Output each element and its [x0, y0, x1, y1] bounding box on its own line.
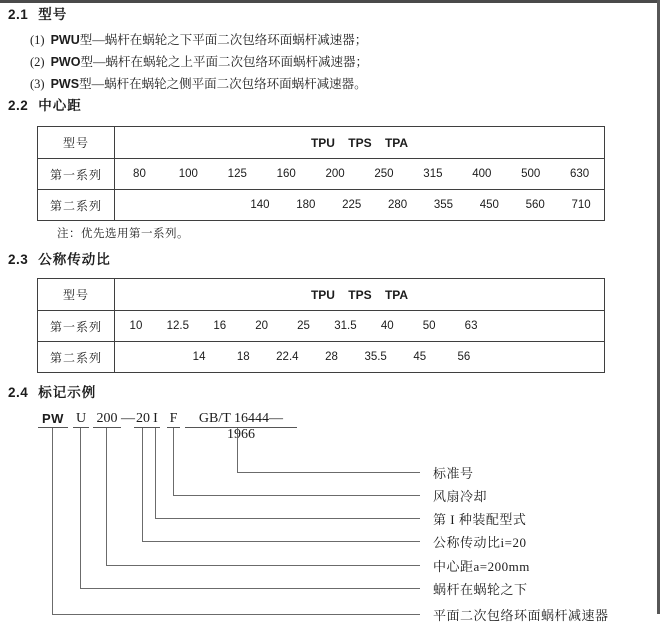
table-cell: 22.4: [276, 351, 299, 363]
table-cell: 500: [521, 168, 541, 180]
table-row-series2: [38, 342, 604, 372]
section-number: 2.1: [8, 7, 29, 22]
table-cell: 355: [433, 199, 454, 211]
table-cell: 45: [413, 351, 427, 363]
section-heading-2-1: [8, 7, 67, 23]
section-title: 标记示例: [38, 385, 97, 400]
code-token: I: [151, 411, 160, 428]
table-cell: 125: [227, 168, 247, 180]
model-code: PWS: [50, 77, 80, 91]
series2-label: 第二系列: [38, 342, 115, 372]
callout-label: 中心距a=200mm: [433, 559, 530, 574]
callout-vertical-line: [173, 428, 174, 495]
callout-label: 公称传动比i=20: [433, 535, 527, 550]
code-token: 20: [136, 411, 150, 426]
model-list-item: [30, 73, 368, 95]
item-index: (2): [30, 55, 45, 69]
callout-label: 标准号: [433, 466, 474, 481]
code-token: 200: [93, 411, 121, 428]
table-cell: 280: [387, 199, 408, 211]
table-cell: 80: [133, 168, 146, 180]
series1-values: [115, 159, 604, 189]
table-cell: 35.5: [364, 351, 387, 363]
callout-label: 风扇冷却: [433, 489, 488, 504]
table-models-header: TPU TPS TPA: [310, 135, 409, 150]
table-cell: 16: [213, 320, 227, 332]
callout-horizontal-line: [155, 518, 420, 519]
series1-values: [115, 311, 604, 341]
code-token: U: [73, 411, 89, 428]
callout-vertical-line: [52, 428, 53, 614]
section-heading-2-3: [8, 252, 111, 268]
transmission-ratio-table: [37, 278, 605, 373]
table-cell: 630: [570, 168, 590, 180]
table-cell: 160: [276, 168, 296, 180]
callout-horizontal-line: [237, 472, 420, 473]
table-cell: 14: [192, 351, 206, 363]
table-cell: 28: [325, 351, 338, 363]
table-cell: 63: [464, 320, 478, 332]
model-description: 型—蜗杆在蜗轮之下平面二次包络环面蜗杆减速器；: [79, 33, 368, 47]
table-cell: 40: [380, 320, 394, 332]
table-cell: 400: [472, 168, 492, 180]
model-code: PWU: [50, 33, 80, 47]
model-list-item: [30, 29, 368, 51]
table-cell: 12.5: [166, 320, 190, 332]
series2-label: 第二系列: [38, 190, 115, 220]
table-header-row: [38, 279, 604, 311]
table-cell: 56: [457, 351, 471, 363]
model-type-list: [30, 29, 368, 95]
table-cell: 31.5: [334, 320, 357, 332]
table-note: 注：优先选用第一系列。: [57, 228, 189, 240]
table-cell: 25: [297, 320, 310, 332]
model-description: 型—蜗杆在蜗轮之上平面二次包络环面蜗杆减速器；: [80, 55, 368, 69]
table-cell: 18: [236, 351, 250, 363]
table-row-series1: [38, 159, 604, 190]
table-cell: 50: [422, 320, 436, 332]
series2-values: [115, 190, 604, 220]
table-cell: 710: [571, 199, 591, 211]
callout-horizontal-line: [106, 565, 420, 566]
table-cell: 10: [129, 320, 143, 332]
table-cell: 100: [178, 168, 198, 180]
table-cell: 315: [423, 168, 443, 180]
section-heading-2-4: [8, 385, 96, 401]
section-number: 2.2: [8, 98, 29, 113]
table-cell: 20: [255, 320, 269, 332]
table-models-header: TPU TPS TPA: [310, 287, 409, 302]
callout-label: 第 I 种装配型式: [433, 512, 527, 527]
series1-label: 第一系列: [38, 311, 115, 341]
section-title: 中心距: [38, 98, 82, 113]
series1-label: 第一系列: [38, 159, 115, 189]
callout-vertical-line: [106, 428, 107, 565]
code-token: PW: [38, 411, 68, 428]
table-header-row: [38, 127, 604, 159]
code-token: F: [167, 411, 180, 428]
center-distance-table: [37, 126, 605, 221]
table-corner-label: 型号: [38, 279, 115, 310]
section-title: 型号: [38, 7, 68, 22]
callout-label: 平面二次包络环面蜗杆减速器: [433, 608, 609, 623]
callout-vertical-line: [237, 428, 238, 472]
model-code: PWO: [50, 55, 81, 69]
page-top-border: [0, 0, 660, 3]
model-list-item: [30, 51, 368, 73]
callout-vertical-line: [80, 428, 81, 588]
callout-vertical-line: [155, 428, 156, 518]
table-cell: 140: [250, 199, 270, 211]
item-index: (3): [30, 77, 45, 91]
section-heading-2-2: [8, 98, 82, 114]
table-corner-label: 型号: [38, 127, 115, 158]
callout-horizontal-line: [142, 541, 420, 542]
table-cell: 225: [342, 199, 362, 211]
model-description: 型—蜗杆在蜗轮之侧平面二次包络环面蜗杆减速器。: [79, 77, 367, 91]
callout-vertical-line: [142, 428, 143, 541]
table-cell: 180: [296, 199, 316, 211]
section-title: 公称传动比: [38, 252, 111, 267]
table-cell: 250: [374, 168, 394, 180]
callout-horizontal-line: [80, 588, 420, 589]
series2-values: [115, 342, 604, 372]
section-number: 2.4: [8, 385, 29, 400]
table-row-series1: [38, 311, 604, 342]
section-number: 2.3: [8, 252, 29, 267]
callout-label: 蜗杆在蜗轮之下: [433, 582, 528, 597]
item-index: (1): [30, 33, 45, 47]
code-token: GB/T 16444—1966: [185, 411, 297, 428]
table-cell: 200: [325, 168, 345, 180]
code-dash: —: [121, 411, 135, 426]
callout-horizontal-line: [52, 614, 420, 615]
table-cell: 560: [525, 199, 545, 211]
table-cell: 450: [479, 199, 499, 211]
table-row-series2: [38, 190, 604, 220]
callout-horizontal-line: [173, 495, 420, 496]
